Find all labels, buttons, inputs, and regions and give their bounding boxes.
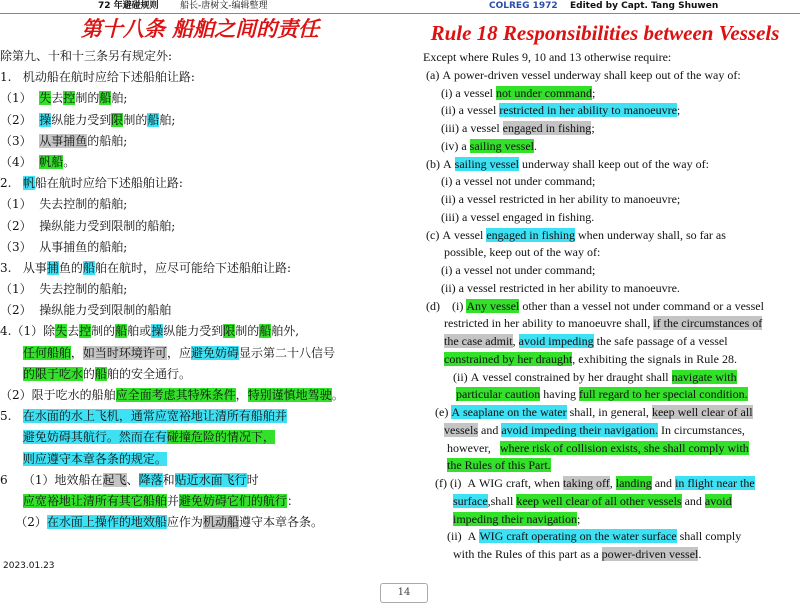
text-line bbox=[423, 67, 800, 85]
text-line bbox=[423, 49, 800, 67]
text-line bbox=[423, 227, 800, 245]
header-left-editor: 船长-唐树文-编辑整理 bbox=[180, 1, 268, 11]
text-line bbox=[0, 173, 392, 194]
text-run: 除第九、十和十三条另有规定外: bbox=[0, 49, 173, 63]
text-run: ， bbox=[235, 388, 248, 402]
highlighted-phrase: 起飞 bbox=[102, 472, 127, 487]
text-run: 去 bbox=[51, 91, 64, 106]
highlighted-phrase: avoid bbox=[704, 493, 732, 508]
highlighted-phrase: sailing vessel bbox=[454, 156, 519, 171]
highlighted-phrase: 避免妨碍 bbox=[190, 345, 239, 360]
text-line bbox=[0, 300, 392, 321]
highlighted-phrase: avoid impeding their navigation. bbox=[501, 422, 658, 437]
highlighted-phrase: 操 bbox=[39, 112, 52, 127]
text-run: (ii) a vessel bbox=[423, 103, 500, 118]
text-line bbox=[0, 491, 392, 512]
highlighted-phrase: 船 bbox=[147, 112, 160, 127]
text-run: shall, in general, bbox=[566, 405, 652, 419]
highlighted-phrase: avoid impeding bbox=[518, 334, 594, 348]
text-run: (e) bbox=[423, 405, 452, 419]
highlighted-phrase: 船 bbox=[115, 324, 128, 339]
text-run: ; bbox=[591, 121, 595, 135]
highlighted-phrase: 船 bbox=[82, 260, 95, 275]
highlighted-phrase: 帆船 bbox=[39, 154, 64, 169]
text-run: (d) (i) bbox=[423, 298, 467, 313]
text-line bbox=[423, 511, 800, 529]
chinese-rule-title: 第十八条 船舶之间的责任 bbox=[80, 16, 320, 41]
text-line bbox=[423, 404, 800, 422]
text-line bbox=[0, 449, 392, 470]
text-run: （1） 失去控制的船舶; bbox=[0, 197, 128, 212]
highlighted-phrase: 限 bbox=[111, 112, 124, 127]
text-line bbox=[0, 385, 392, 406]
text-run: 2. bbox=[0, 176, 23, 191]
header-left-rules: 72 年避碰规则 bbox=[98, 1, 159, 11]
text-run: ,shall bbox=[487, 493, 517, 508]
highlighted-phrase: 机动船 bbox=[202, 515, 239, 530]
text-run: (i) a vessel not under command; bbox=[423, 263, 596, 277]
text-run: 时 bbox=[246, 472, 259, 487]
text-run: (i) a vessel bbox=[423, 85, 496, 100]
text-run: 舶的安全通行。 bbox=[106, 366, 191, 381]
header-right-editor: Edited by Capt. Tang Shuwen bbox=[570, 1, 719, 11]
text-run: （2） 操纵能力受到限制的船舶 bbox=[0, 303, 172, 318]
text-run: . bbox=[698, 547, 702, 561]
text-line bbox=[0, 237, 392, 258]
text-line bbox=[0, 131, 392, 152]
text-run: 并 bbox=[166, 493, 179, 508]
text-line bbox=[423, 298, 800, 316]
text-run: restricted in her ability to manoeuvre shall, bbox=[423, 316, 654, 331]
text-run: ， bbox=[70, 345, 83, 360]
text-run: (ii) a vessel restricted in her ability to manoeuvre; bbox=[423, 192, 681, 206]
text-run: （2） 操纵能力受到限制的船舶; bbox=[0, 218, 176, 233]
text-run: , bbox=[512, 334, 519, 348]
highlighted-phrase: 在水面上操作的地效船 bbox=[46, 515, 167, 530]
text-run: with the Rules of this part as a bbox=[423, 547, 602, 561]
text-line bbox=[423, 422, 800, 440]
highlighted-phrase: 如当时环境许可 bbox=[82, 345, 167, 360]
text-run: shall comply bbox=[676, 529, 742, 544]
text-line bbox=[0, 88, 392, 109]
text-run: 舶在航时，应尽可能给下述船舶让路: bbox=[94, 260, 291, 275]
chinese-rule-text bbox=[0, 46, 392, 533]
text-run: In circumstances, bbox=[657, 422, 745, 437]
text-run: 4.（1）除 bbox=[0, 324, 56, 339]
document-date: 2023.01.23 bbox=[3, 561, 55, 571]
text-line bbox=[423, 369, 800, 387]
highlighted-phrase: 船 bbox=[259, 324, 272, 339]
text-run: 舶外, bbox=[271, 324, 300, 339]
highlighted-phrase: if the circumstances of bbox=[653, 316, 763, 331]
highlighted-phrase: constrained by her draught bbox=[444, 351, 573, 366]
text-line bbox=[423, 262, 800, 280]
text-line bbox=[0, 427, 392, 448]
text-line bbox=[0, 194, 392, 215]
text-line bbox=[0, 321, 392, 342]
text-run: 显示第二十八信号 bbox=[238, 345, 335, 360]
highlighted-phrase: particular caution bbox=[456, 387, 541, 402]
text-run: （4） bbox=[0, 154, 40, 169]
text-run: 去 bbox=[67, 324, 80, 339]
text-run: 3. 从事 bbox=[0, 260, 47, 275]
text-line bbox=[0, 406, 392, 427]
highlighted-phrase: restricted in her ability to manoeuvre bbox=[499, 103, 677, 118]
text-run: and bbox=[478, 422, 502, 437]
text-run: （3） bbox=[0, 133, 40, 148]
highlighted-phrase: taking off bbox=[562, 476, 610, 490]
text-run: other than a vessel not under command or a vessel bbox=[519, 298, 764, 313]
highlighted-phrase: 碰撞危险的情况下， bbox=[166, 430, 275, 445]
text-line bbox=[0, 343, 392, 364]
text-line bbox=[423, 102, 800, 120]
text-run: ; bbox=[676, 103, 681, 118]
text-run: 5. bbox=[0, 409, 23, 424]
highlighted-phrase: 船 bbox=[99, 91, 112, 106]
highlighted-phrase: 控 bbox=[63, 91, 76, 106]
text-run: , bbox=[609, 476, 616, 490]
header-right-colreg: COLREG 1972 bbox=[489, 1, 558, 11]
english-rule-text bbox=[423, 49, 800, 564]
highlighted-phrase: 控 bbox=[79, 324, 92, 339]
highlighted-phrase: navigate with bbox=[671, 369, 737, 384]
highlighted-phrase: 在水面的水上飞机，通常应宽裕地让清所有船舶并 bbox=[22, 409, 287, 424]
text-run: （3） 从事捕鱼的船舶; bbox=[0, 239, 128, 254]
highlighted-phrase: 避免妨碍它们的航行 bbox=[178, 493, 287, 508]
highlighted-phrase: 限 bbox=[223, 324, 236, 339]
text-line bbox=[423, 386, 800, 404]
text-run: underway shall keep out of the way of: bbox=[519, 156, 709, 171]
text-run: Except where Rules 9, 10 and 13 otherwise require: bbox=[423, 50, 672, 64]
text-run: 舶; bbox=[111, 91, 128, 106]
text-line bbox=[423, 315, 800, 333]
text-run: and bbox=[681, 493, 705, 508]
highlighted-phrase: 船 bbox=[94, 366, 107, 381]
text-run: ： bbox=[286, 493, 299, 508]
text-run bbox=[0, 367, 23, 381]
text-line bbox=[0, 46, 392, 67]
text-run: 6 （1）地效船在 bbox=[0, 472, 103, 487]
text-run bbox=[423, 494, 453, 508]
text-line bbox=[423, 528, 800, 546]
highlighted-phrase: not under command bbox=[495, 85, 592, 100]
text-run: 舶或 bbox=[127, 324, 152, 339]
text-line bbox=[0, 258, 392, 279]
highlighted-phrase: 特别谨慎地驾驶 bbox=[247, 388, 332, 402]
text-run bbox=[423, 458, 447, 472]
highlighted-phrase: keep well clear of all other vessels bbox=[516, 493, 682, 508]
text-run: 船在航时应给下述船舶让路: bbox=[34, 176, 183, 191]
text-run: 和 bbox=[162, 472, 175, 487]
text-run bbox=[0, 430, 23, 444]
text-run: 的船舶; bbox=[87, 133, 128, 148]
text-line bbox=[423, 475, 800, 493]
text-run: (iii) a vessel engaged in fishing. bbox=[423, 209, 595, 224]
highlighted-phrase: landing bbox=[615, 476, 652, 490]
text-run: 制的 bbox=[91, 324, 116, 339]
text-run: when underway shall, so far as bbox=[574, 227, 726, 242]
text-line bbox=[423, 440, 800, 458]
text-run: (iii) a vessel bbox=[423, 121, 503, 135]
text-line bbox=[423, 244, 800, 262]
text-run bbox=[423, 334, 444, 348]
highlighted-phrase: 贴近水面飞行 bbox=[174, 472, 247, 487]
text-run: (iv) a bbox=[423, 138, 470, 153]
english-rule-title: Rule 18 Responsibilities between Vessels bbox=[430, 21, 780, 45]
text-run: 的 bbox=[82, 366, 95, 381]
highlighted-phrase: WIG craft operating on the water surface bbox=[479, 529, 677, 544]
text-line bbox=[423, 333, 800, 351]
text-run: 应作为 bbox=[166, 515, 203, 530]
text-line bbox=[423, 209, 800, 227]
highlighted-phrase: 操 bbox=[151, 324, 164, 339]
text-run bbox=[0, 452, 23, 466]
text-run: 鱼的 bbox=[58, 260, 83, 275]
text-run: (ii) A vessel constrained by her draught shall bbox=[423, 369, 672, 384]
highlighted-phrase: power-driven vessel bbox=[601, 547, 699, 561]
highlighted-phrase: 从事捕鱼 bbox=[39, 133, 88, 148]
text-line bbox=[423, 351, 800, 369]
highlighted-phrase: engaged in fishing bbox=[486, 227, 575, 242]
text-run bbox=[423, 512, 453, 526]
text-run: 纵能力受到 bbox=[163, 324, 224, 339]
highlighted-phrase: where risk of collision exists, she shall comply with bbox=[499, 440, 749, 455]
highlighted-phrase: in flight near the bbox=[675, 476, 755, 490]
text-line bbox=[0, 364, 392, 385]
text-run: （1） 失去控制的船舶; bbox=[0, 282, 128, 297]
text-run: however, bbox=[423, 440, 500, 455]
text-run bbox=[423, 423, 444, 437]
text-line bbox=[423, 138, 800, 156]
text-line bbox=[423, 173, 800, 191]
text-run: having bbox=[540, 387, 579, 402]
text-line bbox=[423, 457, 800, 475]
highlighted-phrase: 任何船舶 bbox=[22, 345, 71, 360]
text-line bbox=[423, 120, 800, 138]
text-run: 1. 机动船在航时应给下述船舶让路: bbox=[0, 70, 195, 85]
highlighted-phrase: 避免妨碍其航行。然而在有 bbox=[22, 430, 167, 445]
text-run: ; bbox=[591, 85, 596, 100]
text-line bbox=[0, 216, 392, 237]
text-run: （1） bbox=[0, 91, 40, 106]
text-line bbox=[423, 546, 800, 564]
text-line bbox=[0, 67, 392, 88]
text-run bbox=[0, 346, 23, 360]
text-line bbox=[0, 512, 392, 533]
text-run: ，应 bbox=[166, 345, 191, 360]
text-run: 制的 bbox=[123, 112, 148, 127]
text-run: (f) (i) A WIG craft, when bbox=[423, 476, 563, 490]
highlighted-phrase: the case admit bbox=[444, 334, 513, 348]
text-run: 、 bbox=[126, 472, 139, 487]
highlighted-phrase: 失 bbox=[39, 91, 52, 106]
text-run: (b) A bbox=[423, 156, 455, 171]
highlighted-phrase: 降落 bbox=[138, 472, 163, 487]
text-run: 遵守本章各条。 bbox=[238, 515, 323, 530]
highlighted-phrase: Any vessel bbox=[466, 298, 520, 313]
text-run: (ii) A bbox=[423, 529, 480, 544]
highlighted-phrase: 应宽裕地让清所有其它船舶 bbox=[22, 493, 167, 508]
text-run: 舶; bbox=[159, 112, 176, 127]
text-line bbox=[0, 110, 392, 131]
text-line bbox=[0, 279, 392, 300]
text-line bbox=[0, 152, 392, 173]
text-run: . bbox=[533, 138, 537, 153]
highlighted-phrase: keep well clear of all bbox=[651, 405, 753, 419]
text-line bbox=[423, 493, 800, 511]
text-line bbox=[423, 191, 800, 209]
highlighted-phrase: engaged in fishing bbox=[502, 121, 592, 135]
text-run: （2）限于吃水的船舶 bbox=[0, 388, 116, 402]
highlighted-phrase: surface bbox=[453, 493, 488, 508]
text-line bbox=[0, 470, 392, 491]
page-number: 14 bbox=[380, 583, 428, 603]
text-run: （2） bbox=[0, 515, 47, 530]
text-run: 。 bbox=[331, 388, 344, 402]
text-line bbox=[423, 156, 800, 174]
highlighted-phrase: impeding their navigation bbox=[453, 511, 577, 526]
highlighted-phrase: 的限于吃水 bbox=[22, 366, 83, 381]
highlighted-phrase: sailing vessel bbox=[469, 138, 534, 153]
text-run: possible, keep out of the way of: bbox=[423, 245, 601, 260]
text-run: (c) A vessel bbox=[423, 227, 487, 242]
text-run: ; bbox=[576, 511, 581, 526]
text-run: , exhibiting the signals in Rule 28. bbox=[572, 351, 737, 366]
text-run: 制的 bbox=[75, 91, 100, 106]
text-run bbox=[423, 387, 456, 401]
text-run: 纵能力受到 bbox=[51, 112, 112, 127]
text-line bbox=[423, 280, 800, 298]
text-run: and bbox=[651, 476, 676, 490]
highlighted-phrase: vessels bbox=[444, 422, 478, 437]
text-run: 。 bbox=[63, 154, 76, 169]
highlighted-phrase: full regard to her special condition. bbox=[578, 387, 748, 402]
text-run: (i) a vessel not under command; bbox=[423, 174, 596, 189]
highlighted-phrase: 帆 bbox=[22, 176, 35, 191]
text-run: (a) A power-driven vessel underway shall keep out of the way of: bbox=[423, 67, 741, 82]
highlighted-phrase: the Rules of this Part. bbox=[447, 458, 551, 473]
text-run: （2） bbox=[0, 112, 40, 127]
highlighted-phrase: 失 bbox=[55, 324, 68, 339]
text-run bbox=[423, 352, 444, 366]
highlighted-phrase: 则应遵守本章各条的规定。 bbox=[22, 451, 167, 466]
text-run bbox=[0, 494, 23, 508]
text-run: the safe passage of a vessel bbox=[593, 334, 728, 348]
highlighted-phrase: 应全面考虑其特殊条件 bbox=[115, 388, 236, 402]
highlighted-phrase: 捕 bbox=[46, 260, 59, 275]
highlighted-phrase: A seaplane on the water bbox=[451, 405, 567, 419]
text-run: (ii) a vessel restricted in her ability to manoeuvre. bbox=[423, 280, 680, 295]
text-line bbox=[423, 85, 800, 103]
text-run: 制的 bbox=[235, 324, 260, 339]
